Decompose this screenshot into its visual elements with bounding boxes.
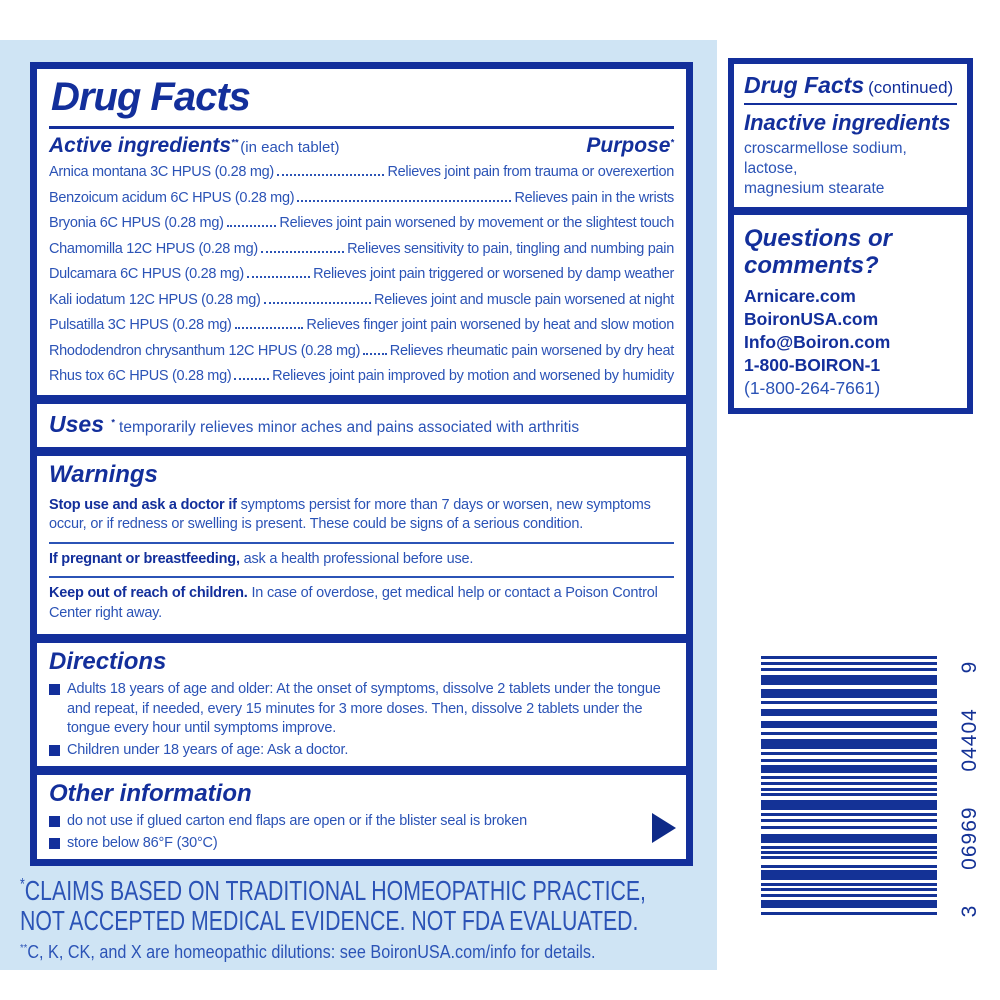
warning-bold-lead: Stop use and ask a doctor if: [49, 496, 237, 513]
direction-item-text: Adults 18 years of age and older: At the onset of symptoms, dissolve 2 tablets under the tongue and repeat, if needed, every 15 minutes for 3 more doses. Then, dissolve 2 tablets under the tongue every hour until symptoms improve.: [67, 681, 661, 736]
barcode-bar: [761, 900, 937, 908]
uses-text: temporarily relieves minor aches and pains associated with arthritis: [119, 418, 580, 436]
active-ingredients-section: [37, 69, 686, 395]
dot-leader: [297, 200, 511, 202]
ingredient-purpose: Relieves joint pain from trauma or overexertion: [387, 164, 674, 180]
ingredient-row: [49, 288, 674, 314]
inactive-ingredients-heading: Inactive ingredients: [744, 110, 951, 135]
title-rule: [49, 126, 674, 129]
barcode-bar: [761, 826, 937, 829]
barcode-bar: [761, 752, 937, 755]
warning-bold-lead: Keep out of reach of children.: [49, 585, 248, 601]
warnings-section: [37, 456, 686, 635]
barcode-bar: [761, 701, 937, 704]
bullet-square-icon: [49, 745, 60, 756]
barcode-bars: [761, 656, 937, 915]
directions-list: [49, 680, 674, 760]
barcode-bar: [761, 883, 937, 886]
inactive-ingredients-line: croscarmellose sodium, lactose,: [744, 140, 907, 177]
barcode-bar: [761, 759, 937, 762]
other-information-item-text: store below 86°F (30°C): [67, 834, 218, 851]
warning-text: ask a health professional before use.: [239, 550, 474, 567]
questions-heading: Questions or comments?: [744, 225, 893, 279]
barcode-bar: [761, 888, 937, 891]
dot-leader: [277, 174, 385, 176]
barcode-bar: [761, 689, 937, 698]
claims-text-1: CLAIMS BASED ON TRADITIONAL HOMEOPATHIC PRACTICE,: [24, 875, 646, 906]
drug-facts-title: Drug Facts: [51, 75, 250, 119]
ingredient-name: Pulsatilla 3C HPUS (0.28 mg): [49, 317, 232, 333]
barcode-bar: [761, 912, 937, 915]
other-information-item-text: do not use if glued carton end flaps are open or if the blister seal is broken: [67, 813, 527, 829]
barcode-bar: [761, 765, 937, 773]
continued-suffix: (continued): [868, 78, 954, 97]
warning-text: symptoms persist for more than 7 days or worsen, new symptoms occur, or if redness or swelling is present. These could be signs of a serious condition.: [49, 496, 651, 532]
barcode-bar: [761, 788, 937, 791]
barcode-bar: [761, 739, 937, 749]
upc-barcode: [745, 630, 990, 945]
ingredient-row: [49, 364, 674, 390]
ingredient-name: Dulcamara 6C HPUS (0.28 mg): [49, 266, 244, 282]
direction-item-text: Children under 18 years of age: Ask a doctor.: [67, 741, 349, 758]
barcode-bar: [761, 851, 937, 854]
contact-links: [744, 285, 957, 354]
drug-facts-continued-panel: [728, 58, 973, 414]
barcode-bar: [761, 856, 937, 859]
directions-heading: Directions: [49, 648, 167, 675]
barcode-bar: [761, 870, 937, 880]
inactive-ingredients-section: [734, 64, 967, 207]
questions-section: [734, 215, 967, 408]
other-information-section: [37, 775, 686, 859]
dot-leader: [264, 302, 372, 304]
ingredient-purpose: Relieves sensitivity to pain, tingling and numbing pain: [347, 240, 674, 257]
section-divider: [37, 766, 686, 775]
ingredient-purpose: Relieves joint and muscle pain worsened at night: [374, 291, 674, 308]
barcode-bar: [761, 721, 937, 728]
barcode-bar: [761, 656, 937, 659]
barcode-bar: [761, 782, 937, 785]
inactive-ingredients-text: [744, 139, 957, 199]
claims-footnote-block: [20, 876, 712, 963]
barcode-bar: [761, 675, 937, 685]
section-divider: [37, 447, 686, 456]
barcode-bar: [761, 819, 937, 822]
contact-link: Arnicare.com: [744, 286, 856, 306]
barcode-bar: [761, 834, 937, 843]
barcode-bar: [761, 813, 937, 816]
continued-header: [744, 72, 957, 99]
barcode-bar: [761, 709, 937, 716]
claims-line-2: [20, 906, 712, 936]
ingredient-name: Kali iodatum 12C HPUS (0.28 mg): [49, 291, 261, 308]
ingredient-row: [49, 160, 674, 186]
other-information-item: [49, 812, 674, 832]
dot-leader: [247, 276, 310, 278]
barcode-bar: [761, 662, 937, 665]
ingredient-row: [49, 262, 674, 288]
other-information-list: [49, 812, 674, 853]
dot-leader: [261, 251, 344, 253]
active-ingredients-list: [49, 160, 674, 390]
claims-footnote-mark: *: [20, 875, 25, 894]
purpose-label: [586, 134, 674, 158]
active-ingredients-header: [49, 134, 674, 158]
barcode-digits: 3 06969 04404 9: [958, 660, 981, 918]
phone-number-bold: 1-800-BOIRON-1: [744, 355, 881, 375]
section-divider: [734, 207, 967, 215]
warning-bold-lead: If pregnant or breastfeeding,: [49, 550, 240, 567]
dot-leader: [235, 327, 304, 329]
ingredient-purpose: Relieves joint pain triggered or worsened by damp weather: [313, 266, 674, 282]
continued-rule: [744, 103, 957, 105]
ingredient-row: [49, 339, 674, 365]
dot-leader: [227, 225, 277, 227]
barcode-bar: [761, 865, 937, 868]
barcode-bar: [761, 894, 937, 897]
active-ingredients-footnote-mark: **: [231, 137, 239, 148]
other-information-item: [49, 834, 674, 854]
active-ingredients-label: [49, 134, 340, 158]
directions-section: [37, 643, 686, 766]
ingredient-purpose: Relieves finger joint pain worsened by heat and slow motion: [306, 317, 674, 333]
section-divider: [37, 395, 686, 404]
ingredient-name: Rhododendron chrysanthum 12C HPUS (0.28 mg): [49, 342, 361, 359]
direction-item: [49, 680, 674, 739]
ingredient-row: [49, 313, 674, 339]
barcode-bar: [761, 800, 937, 810]
warning-item: [49, 493, 674, 544]
ingredient-name: Chamomilla 12C HPUS (0.28 mg): [49, 240, 258, 257]
ingredient-row: [49, 186, 674, 212]
ingredient-row: [49, 237, 674, 263]
active-ingredients-text: Active ingredients: [49, 134, 232, 157]
dot-leader: [363, 353, 387, 355]
warning-item: [49, 578, 674, 630]
dilutions-footnote: [20, 941, 712, 963]
dilutions-footnote-mark: **: [20, 943, 28, 954]
drug-facts-panel: [30, 62, 693, 866]
ingredient-purpose: Relieves pain in the wrists: [514, 189, 674, 206]
ingredient-row: [49, 211, 674, 237]
per-tablet-note: (in each tablet): [240, 139, 340, 156]
uses-section: [37, 404, 686, 447]
claims-line-1: [20, 876, 712, 906]
contact-link: BoironUSA.com: [744, 309, 879, 329]
bullet-square-icon: [49, 816, 60, 827]
direction-item: [49, 741, 674, 761]
contact-link: Info@Boiron.com: [744, 332, 891, 352]
purpose-text: Purpose: [586, 134, 671, 157]
inactive-ingredients-line: magnesium stearate: [744, 180, 885, 197]
uses-heading: Uses: [49, 410, 104, 437]
ingredient-name: Arnica montana 3C HPUS (0.28 mg): [49, 164, 274, 180]
claims-text-2: NOT ACCEPTED MEDICAL EVIDENCE. NOT FDA EVALUATED.: [20, 905, 639, 936]
dot-leader: [234, 378, 269, 380]
section-divider: [37, 634, 686, 643]
barcode-bar: [761, 732, 937, 735]
bullet-square-icon: [49, 838, 60, 849]
phone-number-plain: (1-800-264-7661): [744, 378, 881, 398]
continue-arrow-icon: [652, 813, 676, 843]
ingredient-purpose: Relieves joint pain improved by motion and worsened by humidity: [272, 368, 674, 384]
bullet-square-icon: [49, 684, 60, 695]
ingredient-purpose: Relieves rheumatic pain worsened by dry heat: [389, 342, 674, 359]
dilutions-footnote-text: C, K, CK, and X are homeopathic dilutions: see BoironUSA.com/info for details.: [27, 942, 596, 962]
warnings-heading: Warnings: [49, 460, 158, 488]
barcode-bar: [761, 668, 937, 671]
other-information-heading: Other information: [49, 780, 252, 807]
warning-item: [49, 544, 674, 579]
purpose-footnote-mark: *: [670, 137, 674, 148]
uses-footnote-mark: *: [110, 417, 115, 428]
ingredient-name: Rhus tox 6C HPUS (0.28 mg): [49, 368, 232, 384]
ingredient-name: Benzoicum acidum 6C HPUS (0.28 mg): [49, 189, 295, 206]
ingredient-purpose: Relieves joint pain worsened by movement or the slightest touch: [279, 215, 674, 231]
barcode-bar: [761, 776, 937, 779]
barcode-bar: [761, 846, 937, 849]
warning-text: In case of overdose, get medical help or contact a Poison Control Center right away.: [49, 585, 658, 621]
ingredient-name: Bryonia 6C HPUS (0.28 mg): [49, 215, 224, 231]
barcode-bar: [761, 793, 937, 796]
continued-title: Drug Facts: [744, 72, 865, 98]
